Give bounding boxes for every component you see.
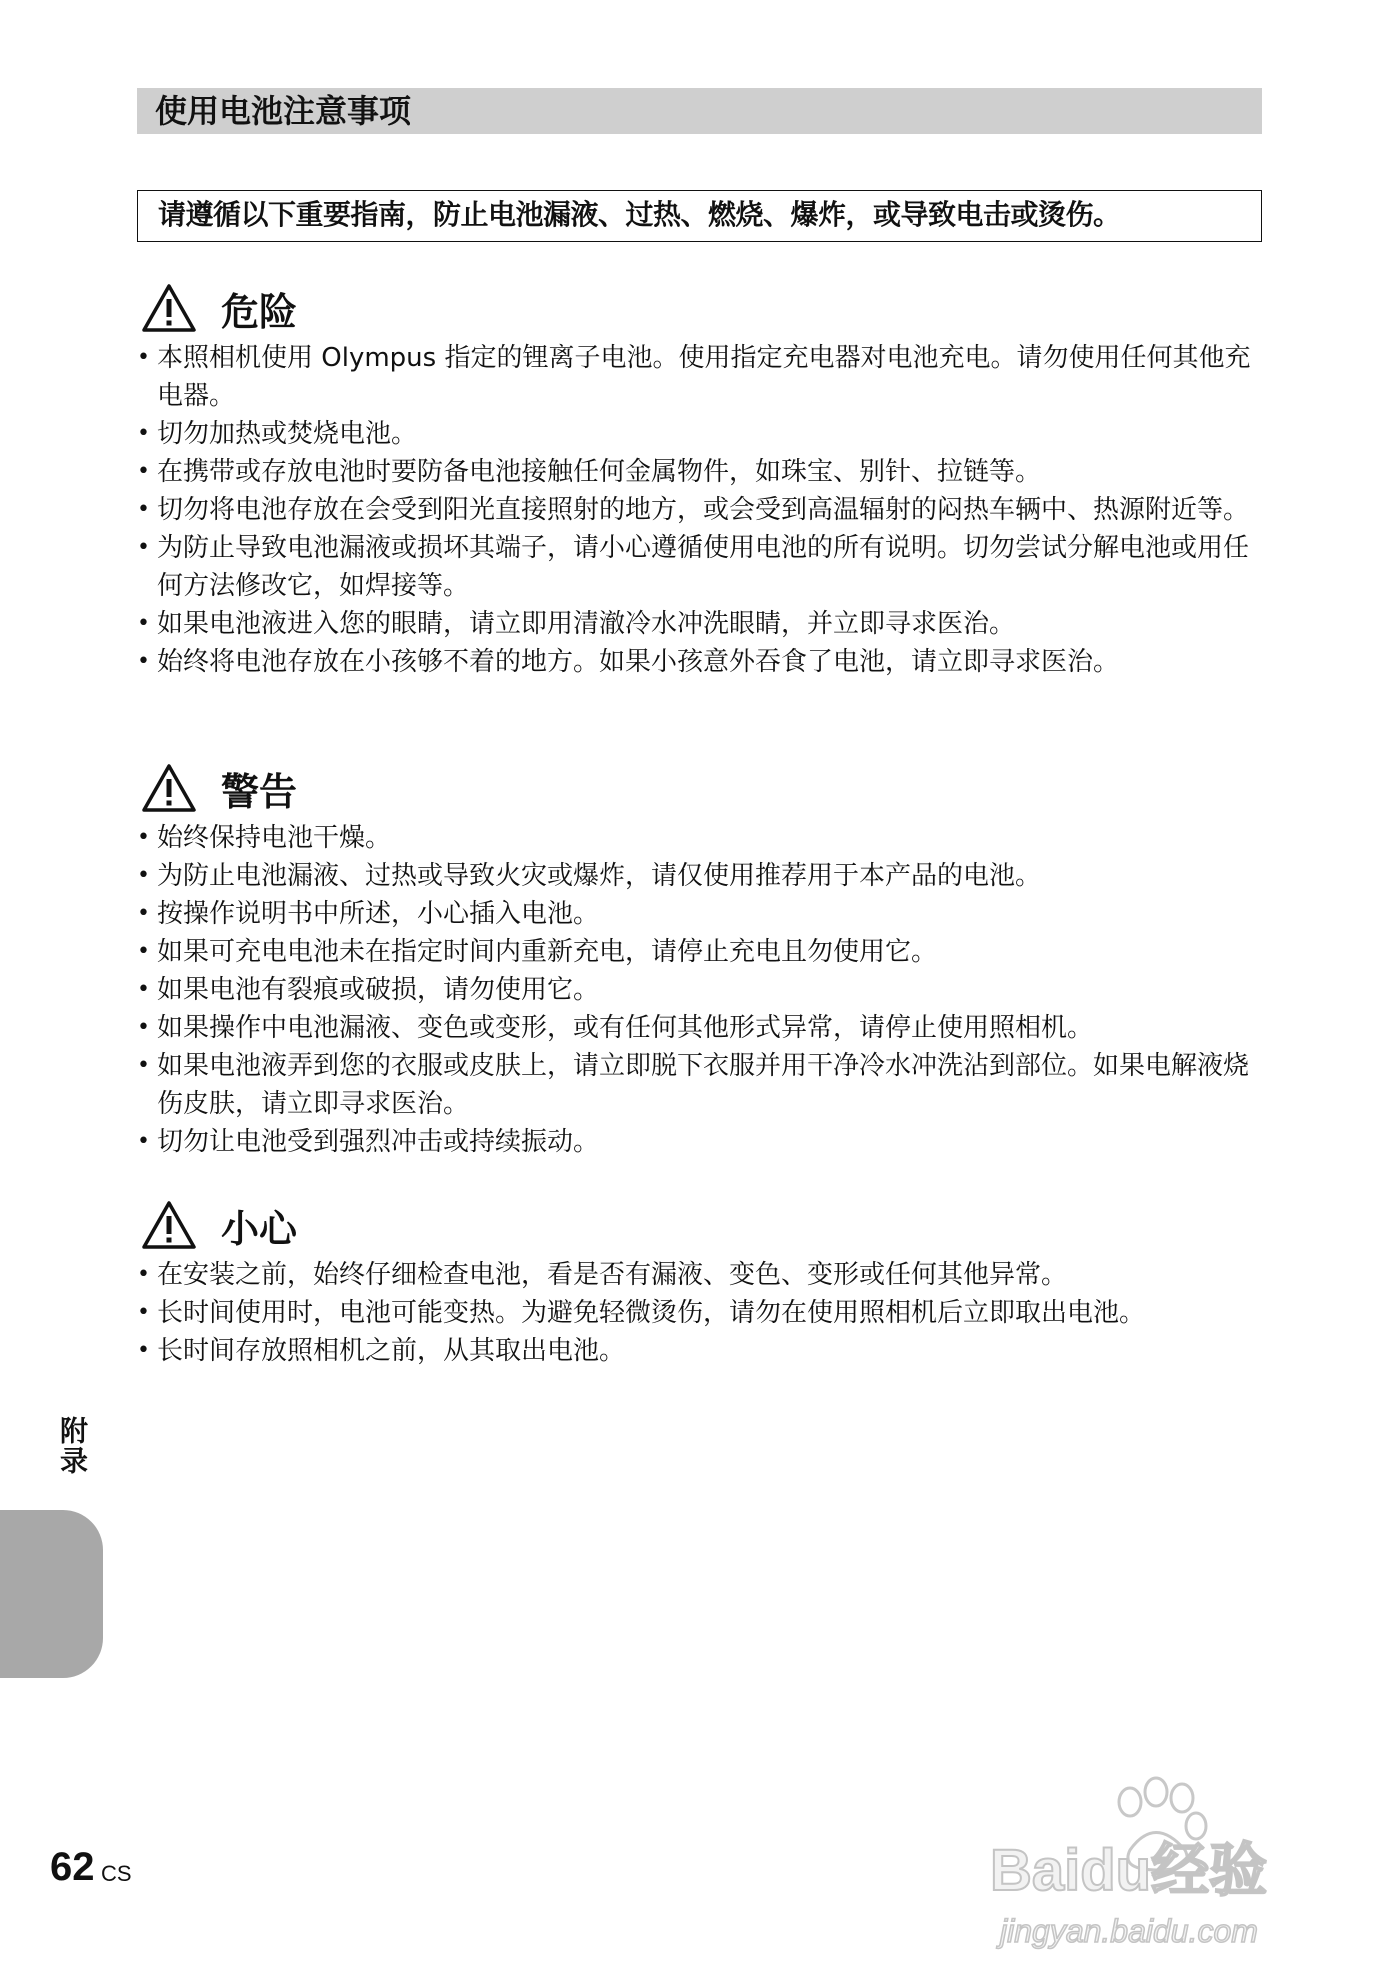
list-item: • 始终将电池存放在小孩够不着的地方。如果小孩意外吞食了电池，请立即寻求医治。 <box>137 643 1267 681</box>
danger-list <box>137 339 1267 681</box>
warning-title: 警告 <box>221 770 298 814</box>
list-item: • 长时间存放照相机之前，从其取出电池。 <box>137 1332 1267 1370</box>
notice-box: 请遵循以下重要指南，防止电池漏液、过热、燃烧、爆炸，或导致电击或烫伤。 <box>137 190 1262 242</box>
list-item: • 按操作说明书中所述，小心插入电池。 <box>137 895 1267 933</box>
list-item: • 如果可充电电池未在指定时间内重新充电，请停止充电且勿使用它。 <box>137 933 1267 971</box>
warning-triangle-icon <box>141 283 197 333</box>
warning-triangle-icon <box>141 1200 197 1250</box>
list-item: • 为防止电池漏液、过热或导致火灾或爆炸，请仅使用推荐用于本产品的电池。 <box>137 857 1267 895</box>
danger-heading <box>137 283 1267 339</box>
caution-list <box>137 1256 1267 1370</box>
warning-triangle-icon <box>141 763 197 813</box>
caution-section <box>137 1200 1267 1370</box>
caution-title: 小心 <box>221 1207 298 1251</box>
list-item: • 切勿将电池存放在会受到阳光直接照射的地方，或会受到高温辐射的闷热车辆中、热源附近等。 <box>137 491 1267 529</box>
list-item: • 切勿加热或焚烧电池。 <box>137 415 1267 453</box>
danger-title: 危险 <box>221 290 298 334</box>
watermark-brand: Baidu经验 <box>990 1838 1268 1903</box>
appendix-tab-label: 附录 <box>56 1416 89 1476</box>
watermark-url: jingyan.baidu.com <box>1000 1913 1258 1949</box>
list-item: • 如果操作中电池漏液、变色或变形，或有任何其他形式异常，请停止使用照相机。 <box>137 1009 1267 1047</box>
caution-heading <box>137 1200 1267 1256</box>
list-item: • 长时间使用时，电池可能变热。为避免轻微烫伤，请勿在使用照相机后立即取出电池。 <box>137 1294 1267 1332</box>
list-item: • 在携带或存放电池时要防备电池接触任何金属物件，如珠宝、别针、拉链等。 <box>137 453 1267 491</box>
page-language: CS <box>101 1861 132 1886</box>
warning-section <box>137 763 1267 1161</box>
list-item: • 如果电池液弄到您的衣服或皮肤上，请立即脱下衣服并用干净冷水冲洗沾到部位。如果电解液烧伤皮肤，请立即寻求医治。 <box>137 1047 1267 1123</box>
list-item: • 切勿让电池受到强烈冲击或持续振动。 <box>137 1123 1267 1161</box>
list-item: • 始终保持电池干燥。 <box>137 819 1267 857</box>
section-title: 使用电池注意事项 <box>137 88 1262 134</box>
danger-section <box>137 283 1267 681</box>
list-item: • 为防止导致电池漏液或损坏其端子，请小心遵循使用电池的所有说明。切勿尝试分解电池或用任何方法修改它，如焊接等。 <box>137 529 1267 605</box>
baidu-watermark <box>980 1770 1340 1960</box>
list-item: • 本照相机使用 Olympus 指定的锂离子电池。使用指定充电器对电池充电。请勿使用任何其他充电器。 <box>137 339 1267 415</box>
warning-list <box>137 819 1267 1161</box>
list-item: • 如果电池有裂痕或破损，请勿使用它。 <box>137 971 1267 1009</box>
page-number: 62 <box>50 1845 95 1889</box>
list-item: • 在安装之前，始终仔细检查电池，看是否有漏液、变色、变形或任何其他异常。 <box>137 1256 1267 1294</box>
warning-heading <box>137 763 1267 819</box>
list-item: • 如果电池液进入您的眼睛，请立即用清澈冷水冲洗眼睛，并立即寻求医治。 <box>137 605 1267 643</box>
appendix-tab <box>0 1510 103 1678</box>
